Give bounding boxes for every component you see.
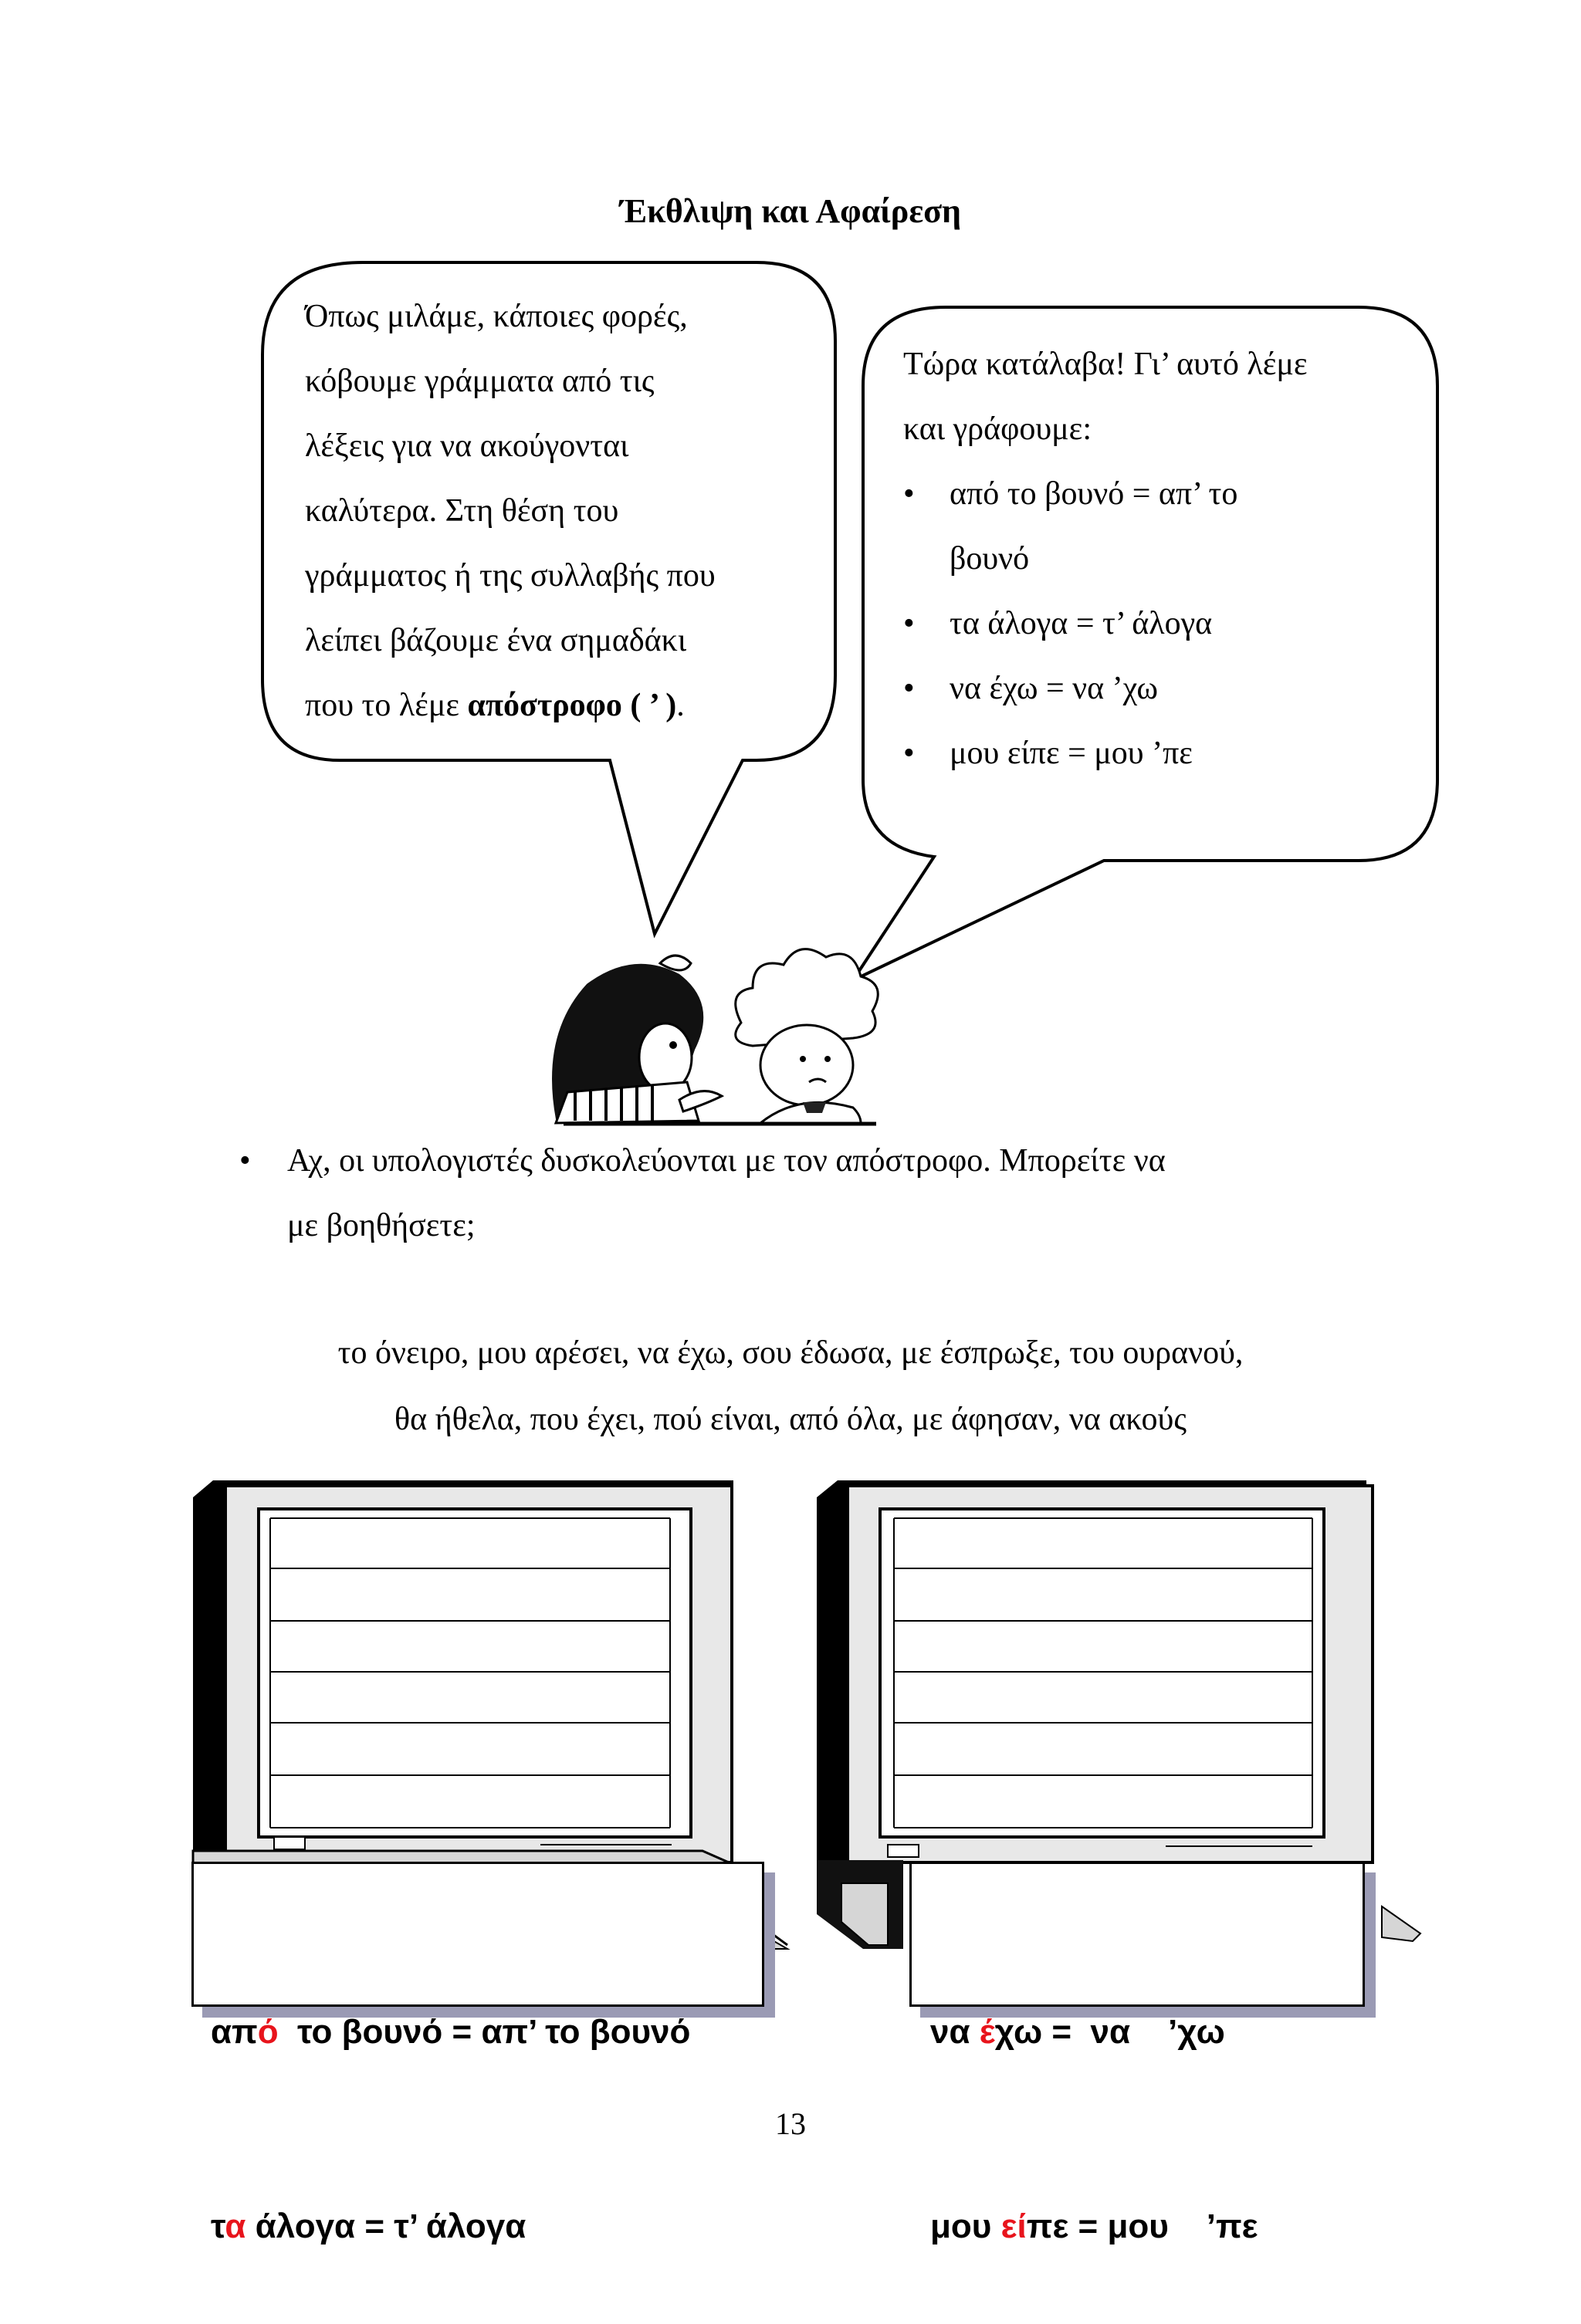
page-title: Έκθλιψη και Αφαίρεση — [619, 192, 962, 230]
question-line: Αχ, οι υπολογιστές δυσκολεύονται με τον απόστροφο. Μπορείτε να — [287, 1143, 1166, 1179]
word-bank-line: το όνειρο, μου αρέσει, να έχω, σου έδωσα, με έσπρωξε, του ουρανού, — [337, 1335, 1244, 1371]
word-bank-line: θα ήθελα, που έχει, πού είναι, από όλα, με άφησαν, να ακούς — [394, 1402, 1187, 1437]
left-bubble-line: λέξεις για να ακούγονται — [305, 428, 629, 464]
highlighted-letters: έ — [979, 2013, 995, 2051]
caption-text: πε = μου ’πε — [1026, 2207, 1258, 2245]
caption-row — [930, 2194, 1363, 2259]
example-text: από το βουνό = απ’ το — [950, 476, 1238, 512]
apostrophe-term: απόστροφο ( ’ ) — [467, 688, 677, 723]
left-bubble-line: λείπει βάζουμε ένα σημαδάκι — [305, 623, 687, 658]
example-list — [903, 462, 1413, 786]
left-bubble-line: κόβουμε γράμματα από τις — [305, 364, 655, 399]
girl-character-icon — [552, 956, 722, 1123]
caption-text: μου — [930, 2207, 1001, 2245]
left-example-caption — [191, 1862, 764, 2245]
example-item: • να έχω = να ’χω — [903, 656, 1413, 721]
caption-row — [211, 2194, 762, 2259]
bullet: • — [239, 1143, 251, 1179]
question-line: με βοηθήσετε; — [287, 1208, 476, 1243]
caption-row — [211, 2000, 762, 2065]
example-item — [903, 462, 1413, 591]
caption-text: απ — [211, 2013, 258, 2051]
caption-row — [930, 2000, 1363, 2065]
left-bubble-text — [305, 284, 814, 738]
right-example-caption — [909, 1862, 1365, 2245]
right-bubble-intro: Τώρα κατάλαβα! Γι’ αυτό λέμε — [903, 347, 1308, 382]
highlighted-letters: α — [225, 2207, 246, 2245]
word-bank — [0, 1320, 1581, 1453]
left-bubble-line: γράμματος ή της συλλαβής που — [305, 558, 716, 594]
example-text: βουνό — [950, 541, 1030, 577]
page-number: 13 — [775, 2106, 806, 2141]
example-item: • μου είπε = μου ’πε — [903, 721, 1413, 786]
caption-text: χω = να ’χω — [994, 2013, 1225, 2051]
left-bubble-prefix: που το λέμε — [305, 688, 468, 723]
caption-text: να — [930, 2013, 980, 2051]
left-bubble-line: καλύτερα. Στη θέση του — [305, 493, 619, 529]
left-bubble-last-line — [305, 673, 814, 738]
right-bubble-text — [903, 332, 1413, 786]
caption-text: το βουνό = απ’ το βουνό — [278, 2013, 691, 2051]
left-bubble-suffix: . — [676, 688, 685, 723]
example-item: • τα άλογα = τ’ άλογα — [903, 591, 1413, 656]
left-bubble-line: Όπως μιλάμε, κάποιες φορές, — [305, 299, 688, 334]
caption-text: τ — [211, 2207, 225, 2245]
right-bubble-intro: και γράφουμε: — [903, 411, 1092, 447]
question — [239, 1128, 1359, 1258]
boy-character-icon — [736, 949, 879, 1123]
highlighted-letters: ό — [257, 2013, 279, 2051]
caption-text: άλογα = τ’ άλογα — [245, 2207, 526, 2245]
highlighted-letters: εί — [1000, 2207, 1027, 2245]
